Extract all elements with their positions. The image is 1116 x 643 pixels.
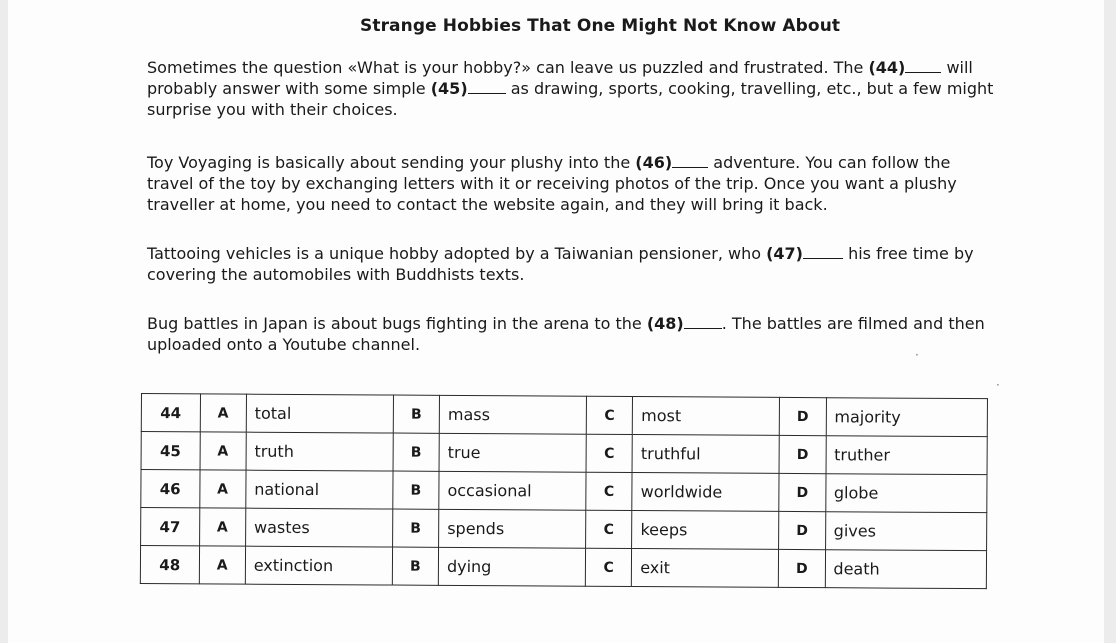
option-c: worldwide bbox=[632, 473, 779, 512]
option-letter-a: A bbox=[199, 508, 245, 546]
paragraph-text: his free time by covering the automobiles with Buddhists texts. bbox=[147, 244, 974, 284]
question-number: 46 bbox=[141, 470, 200, 508]
answer-options-table bbox=[140, 393, 988, 589]
option-letter-c: C bbox=[586, 472, 632, 510]
option-d: death bbox=[825, 550, 987, 589]
paragraph-intro bbox=[147, 57, 997, 120]
paragraph-text: Bug battles in Japan is about bugs fighting in the arena to the bbox=[147, 314, 647, 333]
option-d: majority bbox=[826, 398, 988, 437]
option-a: extinction bbox=[245, 546, 392, 585]
gap-number-46: (46) bbox=[635, 153, 673, 172]
table-row bbox=[141, 470, 987, 513]
scan-speck: · bbox=[996, 378, 1000, 392]
paragraph-text: Sometimes the question «What is your hobby?» can leave us puzzled and frustrated. The bbox=[147, 58, 869, 77]
table-row bbox=[141, 394, 987, 437]
question-number: 48 bbox=[140, 546, 199, 584]
paragraph-text: Tattooing vehicles is a unique hobby adopted by a Taiwanian pensioner, who bbox=[147, 244, 767, 263]
paragraph-text: adventure. You can follow the travel of the toy by exchanging letters with it or receiving photos of the trip. Once you want a plushy traveller at home, you need to contact the website again, and they will bring it back. bbox=[147, 153, 957, 214]
paragraph-toy-voyaging bbox=[147, 152, 997, 215]
scan-speck: · bbox=[915, 348, 919, 362]
option-letter-c: C bbox=[585, 548, 631, 586]
option-c: exit bbox=[632, 549, 779, 588]
paragraph-tattooing-vehicles bbox=[147, 243, 997, 285]
table-row bbox=[141, 508, 987, 551]
option-letter-a: A bbox=[200, 432, 246, 470]
option-a: wastes bbox=[245, 508, 392, 547]
option-letter-b: B bbox=[392, 509, 438, 547]
option-letter-a: A bbox=[200, 394, 246, 432]
option-letter-c: C bbox=[586, 396, 632, 434]
option-c: keeps bbox=[632, 511, 779, 550]
option-letter-c: C bbox=[586, 434, 632, 472]
blank-47 bbox=[803, 246, 843, 259]
gap-number-47: (47) bbox=[766, 244, 803, 263]
option-letter-d: D bbox=[779, 435, 825, 473]
table-row bbox=[141, 432, 987, 475]
option-a: national bbox=[246, 470, 393, 509]
blank-44 bbox=[905, 60, 941, 73]
gap-number-45: (45) bbox=[430, 79, 468, 98]
gap-number-44: (44) bbox=[868, 58, 906, 77]
paragraph-text: will probably answer with some simple bbox=[147, 58, 973, 98]
option-d: truther bbox=[826, 436, 988, 475]
option-letter-c: C bbox=[586, 510, 632, 548]
option-d: gives bbox=[825, 512, 987, 551]
option-a: total bbox=[246, 394, 393, 433]
blank-45 bbox=[468, 81, 506, 94]
paragraph-bug-battles bbox=[147, 313, 997, 355]
option-b: mass bbox=[439, 395, 586, 434]
option-letter-d: D bbox=[779, 511, 825, 549]
option-letter-d: D bbox=[779, 473, 825, 511]
paragraph-text: . The battles are filmed and then uploaded onto a Youtube channel. bbox=[147, 314, 985, 354]
option-b: occasional bbox=[439, 471, 586, 510]
question-number: 44 bbox=[141, 394, 200, 432]
option-letter-d: D bbox=[779, 549, 825, 587]
question-number: 47 bbox=[141, 508, 200, 546]
option-letter-b: B bbox=[393, 471, 439, 509]
option-c: truthful bbox=[632, 435, 779, 474]
option-d: globe bbox=[825, 474, 987, 513]
blank-48 bbox=[684, 316, 722, 329]
option-a: truth bbox=[246, 432, 393, 471]
option-letter-a: A bbox=[199, 546, 245, 584]
option-b: spends bbox=[439, 509, 586, 548]
option-letter-a: A bbox=[199, 470, 245, 508]
option-b: true bbox=[439, 433, 586, 472]
option-b: dying bbox=[438, 547, 585, 586]
option-letter-b: B bbox=[392, 547, 438, 585]
option-letter-b: B bbox=[393, 433, 439, 471]
option-c: most bbox=[633, 397, 780, 436]
option-letter-b: B bbox=[393, 395, 439, 433]
option-letter-d: D bbox=[780, 397, 826, 435]
table-row bbox=[140, 546, 986, 589]
question-number: 45 bbox=[141, 432, 200, 470]
paragraph-text: as drawing, sports, cooking, travelling, etc., but a few might surprise you with their choices. bbox=[147, 79, 994, 119]
blank-46 bbox=[672, 155, 708, 168]
gap-number-48: (48) bbox=[646, 314, 684, 333]
worksheet-title: Strange Hobbies That One Might Not Know About bbox=[360, 16, 841, 36]
paragraph-text: Toy Voyaging is basically about sending your plushy into the bbox=[147, 153, 636, 172]
